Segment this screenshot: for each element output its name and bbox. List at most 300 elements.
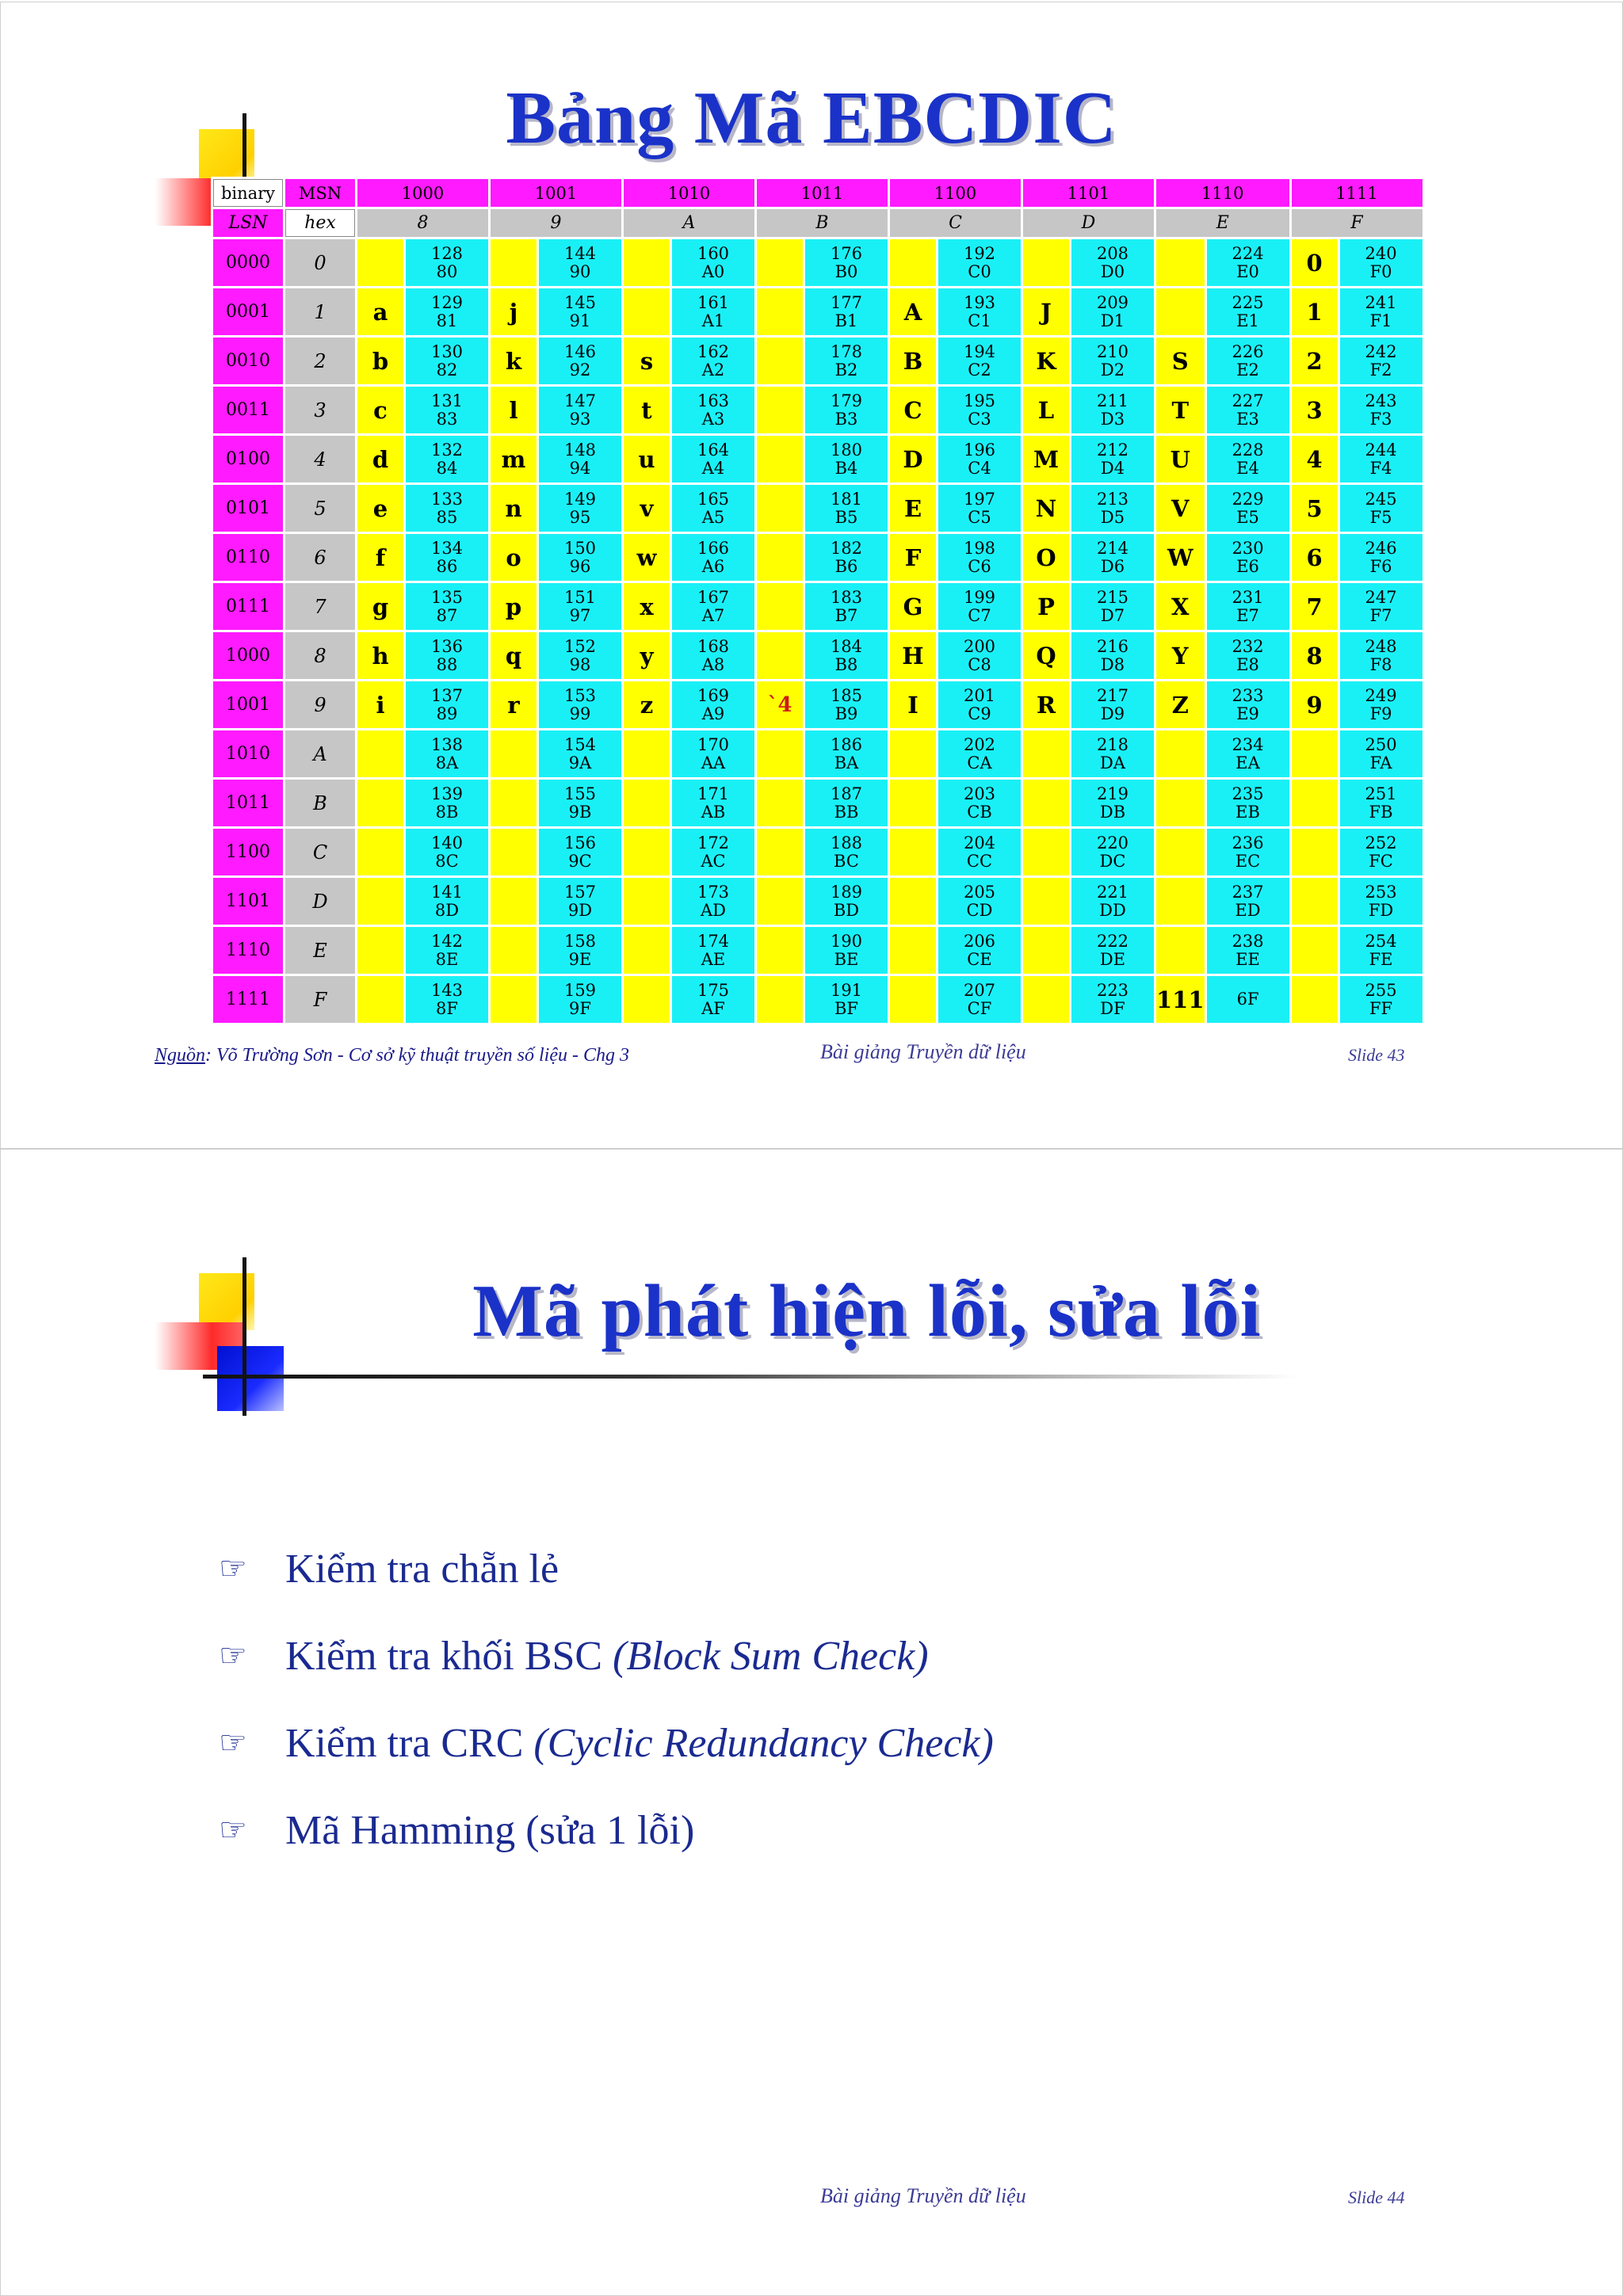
character-cell: 9 — [1292, 681, 1338, 728]
character-cell — [1156, 780, 1205, 826]
decimal-code: 245 — [1365, 489, 1397, 509]
code-cell — [805, 583, 888, 630]
character-cell: o — [491, 534, 537, 581]
decimal-code: 222 — [1096, 931, 1129, 951]
decimal-code: 188 — [830, 833, 863, 852]
hex-code: C8 — [968, 654, 991, 674]
lsn-binary-cell: 1101 — [213, 878, 283, 925]
character-cell: F — [890, 534, 936, 581]
character-cell: H — [890, 632, 936, 679]
hex-code: 87 — [436, 605, 458, 625]
character-cell — [890, 239, 936, 286]
code-cell — [539, 534, 621, 581]
msn-hex-header: E — [1156, 209, 1289, 237]
lsn-binary-cell: 1100 — [213, 829, 283, 875]
decimal-code: 225 — [1232, 292, 1264, 312]
decimal-code: 148 — [563, 440, 597, 460]
code-cell — [539, 829, 621, 875]
hex-code: DF — [1100, 998, 1125, 1018]
msn-binary-row — [213, 179, 1423, 207]
decimal-code: 205 — [963, 882, 996, 902]
code-cell — [1207, 387, 1289, 433]
code-cell — [539, 681, 621, 728]
decimal-code: 159 — [563, 980, 597, 1000]
code-cell — [938, 632, 1021, 679]
code-cell — [1340, 239, 1423, 286]
pointing-hand-icon: ☞ — [219, 1812, 247, 1848]
hex-code: EA — [1235, 753, 1260, 772]
code-cell — [805, 730, 888, 777]
decimal-code: 210 — [1096, 341, 1129, 361]
character-cell: W — [1156, 534, 1205, 581]
lsn-binary-cell: 1001 — [213, 681, 283, 728]
decimal-code: 251 — [1365, 784, 1397, 803]
hex-code: A6 — [701, 556, 725, 576]
hex-code: 8A — [435, 753, 459, 772]
code-cell — [1340, 829, 1423, 875]
hex-code: 88 — [436, 654, 458, 674]
character-cell — [757, 829, 803, 875]
code-cell — [1340, 338, 1423, 384]
code-cell — [1207, 583, 1289, 630]
code-cell — [539, 288, 621, 335]
code-cell — [1340, 583, 1423, 630]
hex-code: D1 — [1100, 311, 1125, 330]
code-cell — [406, 829, 488, 875]
character-cell: r — [491, 681, 537, 728]
hex-code: D9 — [1100, 704, 1125, 723]
character-cell — [890, 927, 936, 974]
character-cell — [1023, 730, 1069, 777]
code-cell — [1071, 534, 1154, 581]
msn-binary-header: 1011 — [757, 179, 888, 207]
decimal-code: 216 — [1096, 636, 1129, 656]
character-cell: v — [624, 485, 670, 532]
table-row — [213, 681, 1423, 728]
code-cell — [938, 583, 1021, 630]
character-cell: b — [357, 338, 403, 384]
decimal-code: 206 — [963, 931, 996, 951]
hex-code: CE — [967, 949, 992, 969]
character-cell: y — [624, 632, 670, 679]
hex-code: BA — [834, 753, 859, 772]
msn-hex-header: C — [890, 209, 1021, 237]
decimal-code: 162 — [697, 341, 730, 361]
bullet-text-italic: (Block Sum Check) — [613, 1634, 929, 1679]
hex-code: C3 — [968, 409, 991, 429]
character-cell: L — [1023, 387, 1069, 433]
hex-code: BD — [833, 900, 860, 920]
decimal-code: 227 — [1232, 391, 1264, 410]
lsn-binary-cell: 0101 — [213, 485, 283, 532]
hex-code: A5 — [701, 507, 725, 527]
course-footer: Bài giảng Truyền dữ liệu — [820, 1040, 1026, 1063]
code-cell — [1207, 338, 1289, 384]
code-cell — [1340, 927, 1423, 974]
hex-code: C2 — [968, 360, 991, 379]
hex-code: A2 — [701, 360, 725, 379]
code-cell — [1207, 239, 1289, 286]
code-cell — [539, 632, 621, 679]
hex-code: AA — [701, 753, 726, 772]
lsn-hex-cell: 1 — [285, 288, 355, 335]
hex-code: 9C — [568, 851, 592, 871]
character-cell: 0 — [1292, 239, 1338, 286]
character-cell: 4 — [1292, 436, 1338, 482]
hex-code: 9F — [569, 998, 591, 1018]
code-cell — [539, 239, 621, 286]
character-cell: Y — [1156, 632, 1205, 679]
hex-code: C4 — [968, 458, 991, 478]
decimal-code: 212 — [1096, 440, 1129, 460]
character-cell — [624, 976, 670, 1023]
hex-code: E7 — [1236, 605, 1259, 625]
code-cell — [1207, 927, 1289, 974]
code-cell — [539, 730, 621, 777]
code-cell — [672, 239, 754, 286]
code-cell — [1071, 976, 1154, 1023]
decimal-code: 174 — [697, 931, 730, 951]
bullet-text-italic: (Cyclic Redundancy Check) — [533, 1721, 994, 1766]
character-cell — [1156, 239, 1205, 286]
msn-hex-row — [213, 209, 1423, 237]
decimal-code: 230 — [1232, 538, 1264, 558]
character-cell — [1023, 239, 1069, 286]
table-row — [213, 730, 1423, 777]
decimal-code: 219 — [1096, 784, 1129, 803]
character-cell: 7 — [1292, 583, 1338, 630]
hex-code: A9 — [701, 704, 725, 723]
character-cell: i — [357, 681, 403, 728]
decimal-code: 218 — [1096, 734, 1129, 754]
pointing-hand-icon: ☞ — [219, 1638, 247, 1674]
decimal-code: 152 — [563, 636, 597, 656]
character-cell — [491, 730, 537, 777]
code-cell — [672, 976, 754, 1023]
lsn-binary-cell: 0001 — [213, 288, 283, 335]
code-cell — [805, 436, 888, 482]
hex-code: DC — [1099, 851, 1126, 871]
decimal-code: 255 — [1365, 980, 1397, 1000]
hex-code: 91 — [569, 311, 591, 330]
msn-hex-header: A — [624, 209, 754, 237]
hex-code: 97 — [569, 605, 591, 625]
msn-binary-header: 1100 — [890, 179, 1021, 207]
hex-code: E0 — [1236, 261, 1259, 281]
msn-binary-header: 1010 — [624, 179, 754, 207]
code-cell — [672, 534, 754, 581]
code-cell — [1071, 288, 1154, 335]
decimal-code: 128 — [430, 243, 464, 263]
code-cell — [1071, 632, 1154, 679]
code-cell — [406, 436, 488, 482]
hex-code: FC — [1369, 851, 1393, 871]
character-cell: u — [624, 436, 670, 482]
character-cell: z — [624, 681, 670, 728]
decimal-code: 231 — [1232, 587, 1264, 607]
decimal-code: 195 — [963, 391, 996, 410]
code-cell — [1071, 780, 1154, 826]
code-cell — [1071, 681, 1154, 728]
character-cell — [624, 730, 670, 777]
decimal-code: 143 — [430, 980, 464, 1000]
decimal-code: 198 — [963, 538, 996, 558]
code-cell — [1340, 485, 1423, 532]
lsn-hex-cell: 2 — [285, 338, 355, 384]
code-cell — [805, 239, 888, 286]
hex-code: B0 — [834, 261, 858, 281]
decimal-code: 135 — [430, 587, 464, 607]
code-cell — [1340, 681, 1423, 728]
hex-code: 90 — [569, 261, 591, 281]
lsn-binary-cell: 1110 — [213, 927, 283, 974]
decimal-code: 235 — [1232, 784, 1264, 803]
character-cell — [890, 976, 936, 1023]
code-cell — [672, 387, 754, 433]
character-cell: `4 — [757, 681, 803, 728]
decimal-code: 145 — [563, 292, 597, 312]
lsn-binary-cell: 1011 — [213, 780, 283, 826]
code-cell — [539, 387, 621, 433]
hex-code: AC — [701, 851, 726, 871]
character-cell — [491, 927, 537, 974]
code-cell — [539, 485, 621, 532]
hex-code: 89 — [436, 704, 458, 723]
lsn-binary-cell: 0000 — [213, 239, 283, 286]
hex-code: 94 — [569, 458, 591, 478]
character-cell: a — [357, 288, 403, 335]
decimal-code: 246 — [1365, 538, 1397, 558]
hex-code: 8B — [435, 802, 459, 822]
code-cell — [406, 583, 488, 630]
decimal-code: 199 — [963, 587, 996, 607]
character-cell — [757, 780, 803, 826]
decimal-code: 155 — [563, 784, 597, 803]
table-row — [213, 436, 1423, 482]
decimal-code: 184 — [830, 636, 863, 656]
character-cell — [357, 927, 403, 974]
code-cell — [938, 288, 1021, 335]
decimal-code: 192 — [963, 243, 996, 263]
lsn-hex-cell: 0 — [285, 239, 355, 286]
hex-code: 99 — [569, 704, 591, 723]
code-cell — [938, 338, 1021, 384]
hex-code: F3 — [1369, 409, 1392, 429]
table-row — [213, 338, 1423, 384]
character-cell — [757, 878, 803, 925]
hex-code: CC — [966, 851, 993, 871]
character-cell — [491, 976, 537, 1023]
bullet-text-main: Mã Hamming (sửa 1 lỗi) — [285, 1808, 695, 1853]
hex-code: F9 — [1369, 704, 1392, 723]
code-cell — [406, 338, 488, 384]
decimal-code: 142 — [430, 931, 464, 951]
character-cell: U — [1156, 436, 1205, 482]
decimal-code: 144 — [563, 243, 597, 263]
decimal-code: 163 — [697, 391, 730, 410]
code-cell — [805, 387, 888, 433]
code-cell — [1340, 730, 1423, 777]
character-cell — [357, 239, 403, 286]
code-cell — [539, 780, 621, 826]
decimal-code: 168 — [697, 636, 730, 656]
code-cell — [1071, 387, 1154, 433]
msn-hex-header: D — [1023, 209, 1154, 237]
decimal-code: 183 — [830, 587, 863, 607]
code-cell — [1340, 878, 1423, 925]
character-cell — [357, 878, 403, 925]
decimal-code: 138 — [430, 734, 464, 754]
character-cell — [757, 387, 803, 433]
character-cell — [1156, 730, 1205, 777]
character-cell — [1292, 878, 1338, 925]
decimal-code: 180 — [830, 440, 863, 460]
hex-code: E6 — [1236, 556, 1259, 576]
character-cell: N — [1023, 485, 1069, 532]
code-cell — [539, 436, 621, 482]
character-cell — [357, 829, 403, 875]
msn-hex-header: F — [1292, 209, 1423, 237]
hex-code: C0 — [968, 261, 991, 281]
decimal-code: 136 — [430, 636, 464, 656]
code-cell — [938, 730, 1021, 777]
character-cell — [757, 485, 803, 532]
code-cell — [1207, 534, 1289, 581]
decimal-code: 140 — [430, 833, 464, 852]
hex-code: C6 — [968, 556, 991, 576]
lsn-hex-cell: D — [285, 878, 355, 925]
hex-code: ED — [1235, 900, 1261, 920]
character-cell: n — [491, 485, 537, 532]
code-cell — [1207, 829, 1289, 875]
character-cell: c — [357, 387, 403, 433]
character-cell: D — [890, 436, 936, 482]
character-cell: 3 — [1292, 387, 1338, 433]
hex-code: A0 — [701, 261, 725, 281]
code-cell — [805, 288, 888, 335]
code-cell — [938, 239, 1021, 286]
code-cell — [672, 485, 754, 532]
code-cell — [1071, 730, 1154, 777]
code-cell — [1340, 387, 1423, 433]
decimal-code: 175 — [697, 980, 730, 1000]
character-cell — [1023, 829, 1069, 875]
msn-hex-header: 8 — [357, 209, 488, 237]
decimal-code: 220 — [1096, 833, 1129, 852]
table-row — [213, 534, 1423, 581]
hex-code: CB — [967, 802, 992, 822]
decimal-code: 178 — [830, 341, 863, 361]
code-cell — [805, 338, 888, 384]
character-cell: S — [1156, 338, 1205, 384]
decimal-code: 197 — [963, 489, 996, 509]
code-cell — [1071, 878, 1154, 925]
pointing-hand-icon: ☞ — [219, 1550, 247, 1587]
hex-code: D7 — [1100, 605, 1125, 625]
decimal-code: 156 — [563, 833, 597, 852]
code-cell — [805, 632, 888, 679]
character-cell — [357, 976, 403, 1023]
code-cell — [938, 681, 1021, 728]
hex-code: 86 — [436, 556, 458, 576]
lsn-binary-cell: 0011 — [213, 387, 283, 433]
hex-code: AD — [700, 900, 726, 920]
decimal-code: 171 — [697, 784, 730, 803]
hex-code: B7 — [834, 605, 858, 625]
character-cell — [491, 239, 537, 286]
decimal-code: 201 — [963, 685, 996, 705]
decimal-code: 177 — [830, 292, 863, 312]
hex-code: 8C — [435, 851, 459, 871]
character-cell — [624, 927, 670, 974]
code-cell — [406, 878, 488, 925]
code-cell — [1207, 632, 1289, 679]
code-cell — [1207, 878, 1289, 925]
code-cell — [805, 534, 888, 581]
lsn-binary-cell: 0100 — [213, 436, 283, 482]
header-hex: hex — [285, 209, 355, 237]
code-cell — [1207, 288, 1289, 335]
code-cell — [406, 927, 488, 974]
code-cell — [938, 829, 1021, 875]
hex-code: 93 — [569, 409, 591, 429]
decimal-code: 232 — [1232, 636, 1264, 656]
hex-code: E9 — [1236, 704, 1259, 723]
decimal-code: 141 — [430, 882, 464, 902]
msn-binary-header: 1110 — [1156, 179, 1289, 207]
decimal-code: 176 — [830, 243, 863, 263]
decimal-code: 253 — [1365, 882, 1397, 902]
hex-code: E3 — [1236, 409, 1259, 429]
code-cell — [672, 829, 754, 875]
code-cell — [406, 681, 488, 728]
decimal-code: 215 — [1096, 587, 1129, 607]
decimal-code: 161 — [697, 292, 730, 312]
character-cell: O — [1023, 534, 1069, 581]
code-cell — [1071, 829, 1154, 875]
character-cell — [757, 583, 803, 630]
hex-code: 8D — [434, 900, 460, 920]
hex-code: CD — [966, 900, 993, 920]
decimal-code: 217 — [1096, 685, 1129, 705]
hex-code: 92 — [569, 360, 591, 379]
lsn-hex-cell: 6 — [285, 534, 355, 581]
hex-code: B5 — [834, 507, 858, 527]
hex-code: AE — [701, 949, 726, 969]
decimal-code: 237 — [1232, 882, 1264, 902]
code-cell — [406, 632, 488, 679]
decimal-code: 165 — [697, 489, 730, 509]
hex-code: BB — [834, 802, 859, 822]
code-cell — [1340, 534, 1423, 581]
character-cell: l — [491, 387, 537, 433]
character-cell — [757, 534, 803, 581]
decimal-code: 158 — [563, 931, 597, 951]
character-cell: p — [491, 583, 537, 630]
lsn-binary-cell: 1010 — [213, 730, 283, 777]
code-cell — [805, 927, 888, 974]
slide-number: Slide 44 — [1348, 2187, 1405, 2207]
decimal-code: 224 — [1232, 243, 1264, 263]
decimal-code: 166 — [697, 538, 730, 558]
hex-code: E5 — [1236, 507, 1259, 527]
table-row — [213, 485, 1423, 532]
table-row — [213, 780, 1423, 826]
msn-binary-header: 1111 — [1292, 179, 1423, 207]
hex-code: FD — [1368, 900, 1394, 920]
decimal-code: 207 — [963, 980, 996, 1000]
character-cell — [491, 878, 537, 925]
